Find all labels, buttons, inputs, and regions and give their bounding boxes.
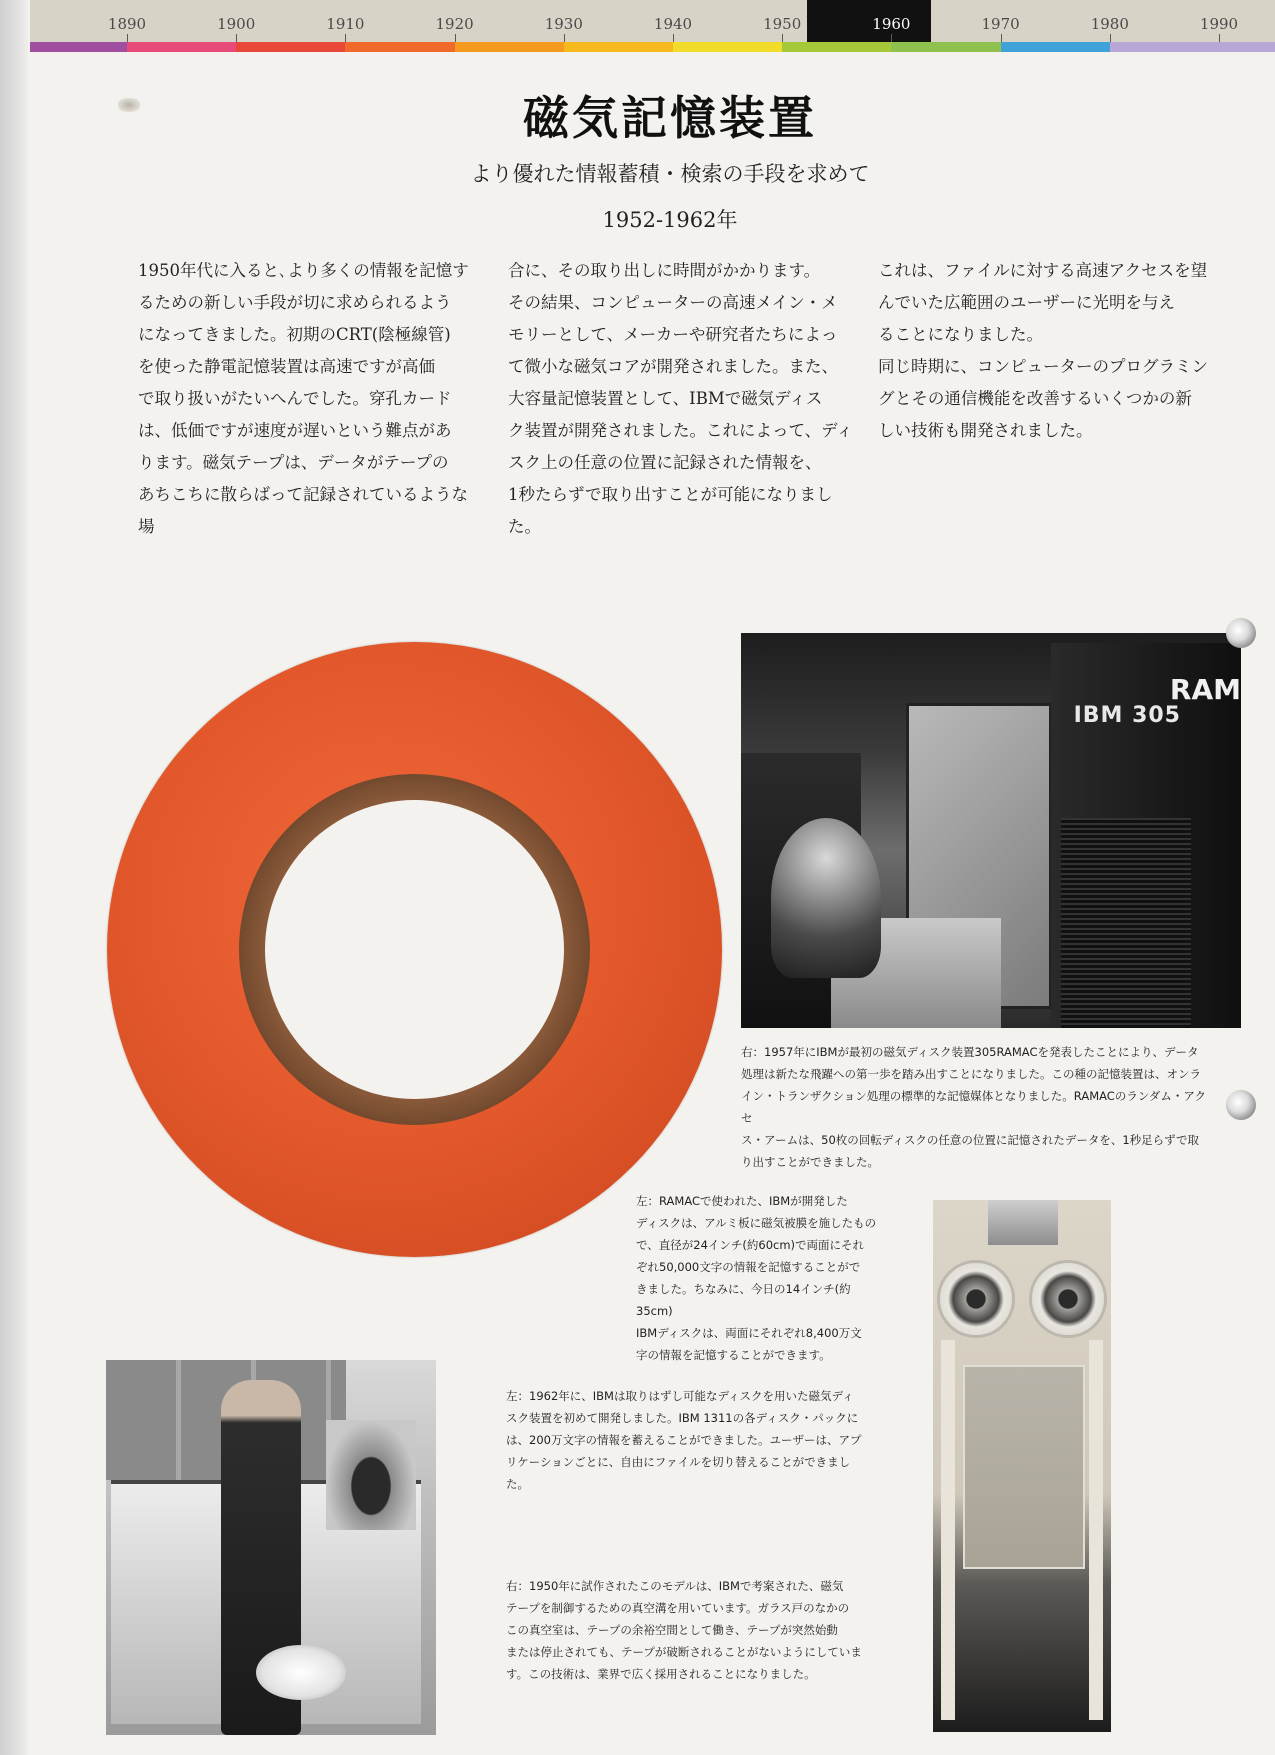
page-edge: [0, 0, 28, 1755]
disk-pack: [256, 1645, 346, 1700]
decade-color-band: [564, 42, 673, 52]
year-label-1980: 1980: [1090, 15, 1129, 33]
title-block: [340, 90, 1000, 234]
year-label-1930: 1930: [544, 15, 583, 33]
body-column-2: 合に、その取り出しに時間がかかります。 その結果、コンピューターの高速メイン・メ モリーとして、メーカーや研究者たちによっ て微小な磁気コアが開発されました。また、 大容量記憶装置として、IBMで磁気ディス ク装置が開発されました。これによって、ディ スク上の任意の位置に記録された情報を、 1秒たらずで取り出すことが可能になりました。: [508, 261, 853, 536]
ibm-305-label: IBM 305: [1073, 703, 1181, 728]
tape-reel-left: [937, 1260, 1015, 1338]
decade-color-band: [30, 42, 127, 52]
vacuum-tape-unit-photo: [933, 1200, 1111, 1732]
decade-color-band: [1110, 42, 1275, 52]
ramac-305-photo: [741, 633, 1241, 1028]
year-label-1900: 1900: [217, 15, 256, 33]
ramac-label: RAM: [1169, 673, 1241, 706]
disk-center-hole: [265, 800, 564, 1099]
year-label-1960: 1960: [872, 15, 911, 33]
timeline-bar: [30, 0, 1275, 52]
cabinet-grille: [1061, 818, 1191, 1028]
frame-rail-right: [1089, 1340, 1103, 1720]
decade-color-band: [673, 42, 782, 52]
decade-color-band: [782, 42, 891, 52]
tape-head-assembly: [988, 1200, 1058, 1245]
tape-reel-right: [1029, 1260, 1107, 1338]
year-label-1970: 1970: [981, 15, 1020, 33]
year-label-1920: 1920: [435, 15, 474, 33]
decade-color-band: [1001, 42, 1110, 52]
body-column-1: 1950年代に入ると､より多くの情報を記憶す るための新しい手段が切に求められるよう になってきました。初期のCRT(陰極線管) を使った静電記憶装置は高速ですが高価 で取り扱いがたいへんでした。穿孔カード は、低価ですが速度が遅いという難点があ ります。磁気テープは、データがテープの あちこちに散らばって記録されているような場: [138, 261, 469, 536]
page-title: 磁気記憶装置: [523, 91, 817, 145]
year-label-1950: 1950: [763, 15, 802, 33]
caption-ramac: 右：1957年にIBMが最初の磁気ディスク装置305RAMACを発表したことにより、データ 処理は新たな飛躍への第一歩を踏み出すことになりました。この種の記憶装置は、オンラ イン・トランザクション処理の標準的な記憶媒体となりました。RAMACのランダム・アクセ ス・アームは、50枚の回転ディスクの任意の位置に記憶されたデータを、1秒足らずで取 り出すことができました。: [741, 1045, 1207, 1169]
binder-hole: [1226, 618, 1256, 648]
operator-figure: [771, 818, 881, 978]
year-label-1990: 1990: [1199, 15, 1239, 33]
frame-rail-left: [941, 1340, 955, 1720]
year-label-1910: 1910: [326, 15, 365, 33]
decade-color-band: [455, 42, 564, 52]
decade-color-band: [127, 42, 236, 52]
caption-disk: 左：RAMACで使われた、IBMが開発した ディスクは、アルミ板に磁気被膜を施したもの で、直径が24インチ(約60cm)で両面にそれ ぞれ50,000文字の情報を記憶することがで きました。ちなみに、今日の14インチ(約35cm) IBMディスクは、両面にそれぞれ8,400万文 字の情報を記憶することができます。: [636, 1194, 877, 1362]
year-label-1940: 1940: [653, 15, 693, 33]
binder-hole: [1226, 1090, 1256, 1120]
disk-drive-opening: [326, 1420, 416, 1530]
page-subtitle: より優れた情報蓄積・検索の手段を求めて: [470, 162, 870, 186]
caption-ibm1311: 左：1962年に、IBMは取りはずし可能なディスクを用いた磁気ディ スク装置を初めて開発しました。IBM 1311の各ディスク・パックに は、200万文字の情報を蓄えることができました。ユーザーは、アプ リケーションごとに、自由にファイルを切り替えることができました。: [506, 1389, 862, 1491]
period-label: 1952-1962年: [602, 208, 738, 232]
vacuum-chamber-window: [963, 1365, 1085, 1569]
caption-tape: 右：1950年に試作されたこのモデルは、IBMで考案された、磁気 テープを制御するための真空溝を用いています。ガラス戸のなかの この真空室は、テープの余裕空間として働き、テープが突然始動 または停止されても、テープが破断されることがないようにしていま す。この技術は、業界で広く採用されることになりました。: [506, 1579, 862, 1681]
page-blemish: [118, 98, 140, 112]
decade-color-band: [891, 42, 1000, 52]
year-label-1890: 1890: [107, 15, 147, 33]
ibm-1311-photo: [106, 1360, 436, 1735]
body-column-3: これは、ファイルに対する高速アクセスを望 んでいた広範囲のユーザーに光明を与え ることになりました。 同じ時期に、コンピューターのプログラミン グとその通信機能を改善するいくつかの新 しい技術も開発されました。: [878, 261, 1208, 440]
decade-color-band: [236, 42, 345, 52]
decade-color-band: [345, 42, 454, 52]
ramac-disk-photo: [107, 642, 722, 1257]
